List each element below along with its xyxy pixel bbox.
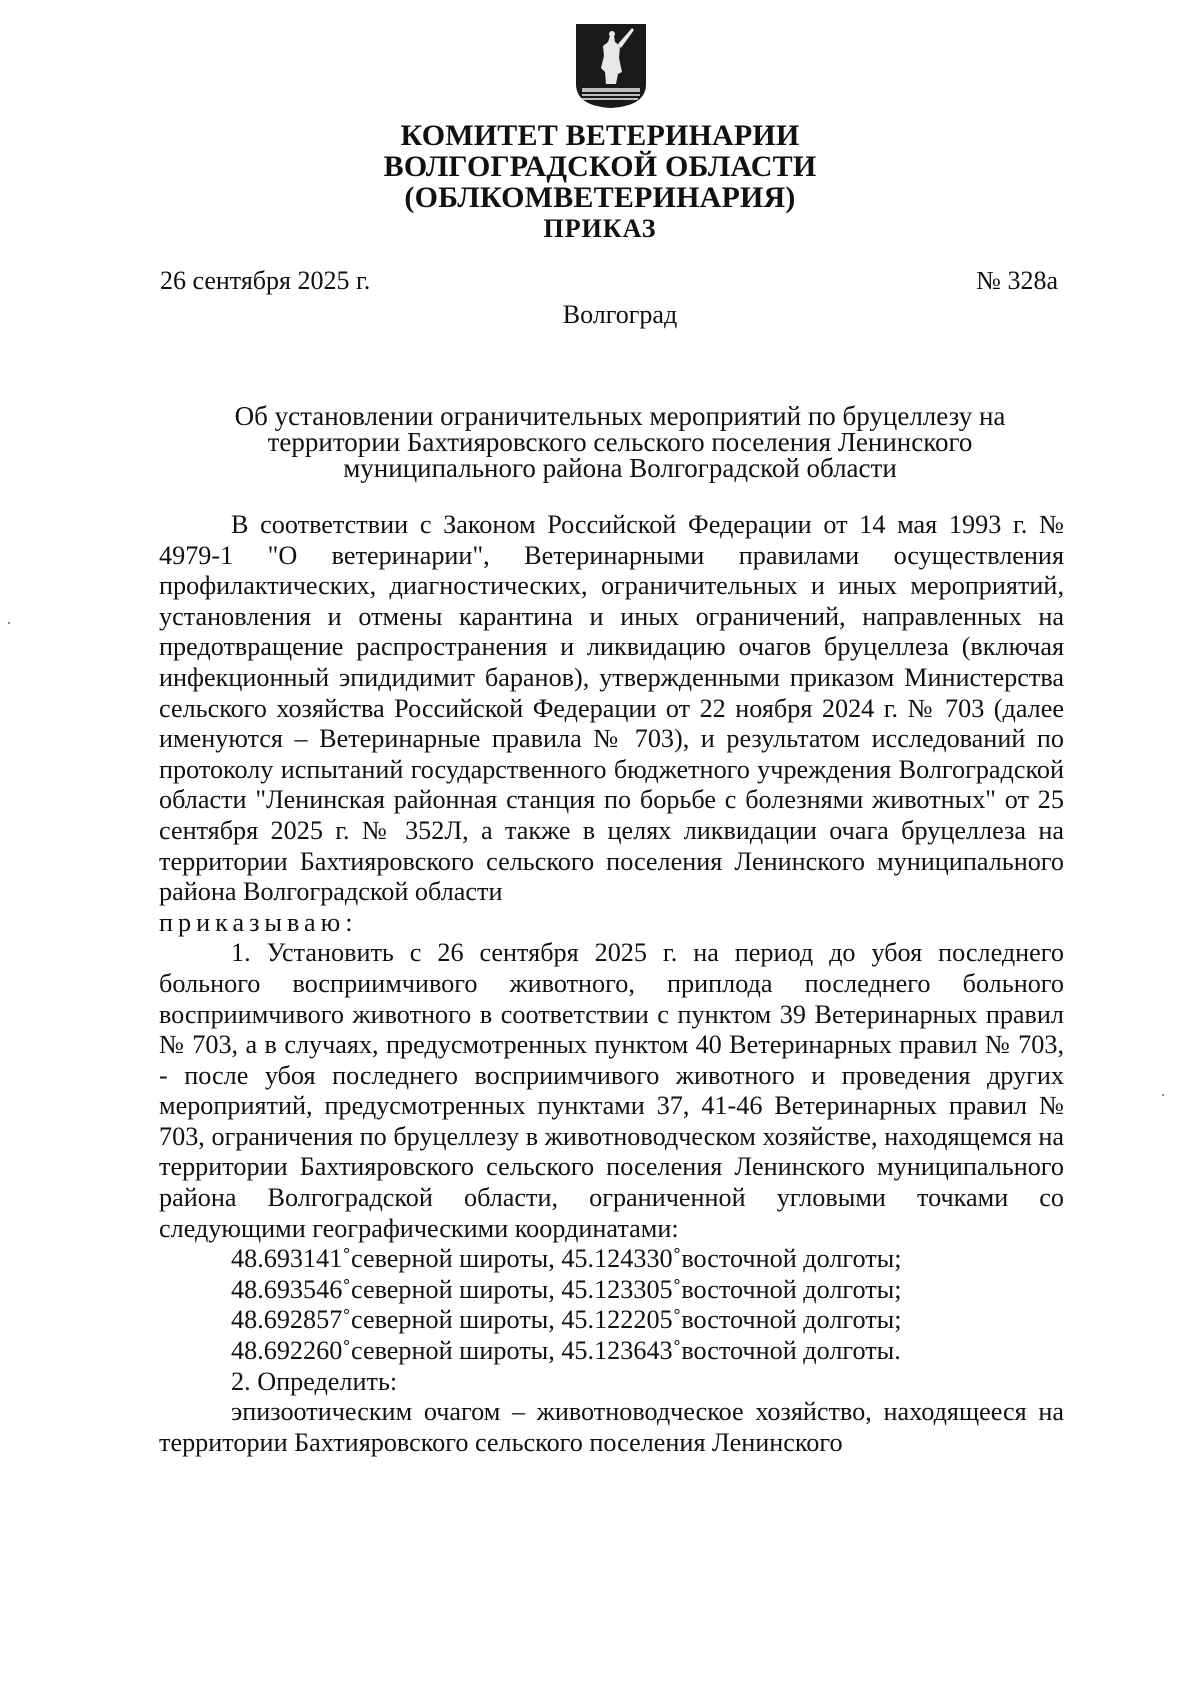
subject-line-3: муниципального района Волгоградской области: [343, 453, 897, 483]
volgograd-coat-of-arms-icon: [574, 22, 648, 110]
item-2-paragraph: эпизоотическим очагом – животноводческое хозяйство, находящееся на территории Бахтияровского сельского поселения Ленинского: [159, 1397, 1064, 1457]
coordinate-point-1: 48.693141˚северной широты, 45.124330˚восточной долготы;: [231, 1244, 902, 1274]
coordinate-point-2: 48.693546˚северной широты, 45.123305˚восточной долготы;: [231, 1274, 902, 1304]
org-name-line-3: (ОБЛКОМВЕТЕРИНАРИЯ): [404, 181, 796, 214]
item-1-paragraph: 1. Установить с 26 сентября 2025 г. на период до убоя последнего больного восприимчивого животного, приплода последнего больного восприимчивого животного в соответствии с пунктом 39 Ветеринарных правил № 703, а в случаях, предусмотренных пунктом 40 Ветеринарных правил № 703, - после убоя последнего восприимчивого животного и проведения других мероприятий, предусмотренных пунктами 37, 41-46 Ветеринарных правил № 703, ограничения по бруцеллезу в животноводческом хозяйстве, находящемся на территории Бахтияровского сельского поселения Ленинского муниципального района Волгоградской области, ограниченной угловыми точками со следующими географическими координатами:: [159, 938, 1064, 1243]
coordinate-point-3: 48.692857˚северной широты, 45.122205˚восточной долготы;: [231, 1305, 902, 1335]
document-type: ПРИКАЗ: [543, 214, 657, 243]
scan-mark: [1162, 1094, 1164, 1096]
preamble-paragraph: В соответствии с Законом Российской Федерации от 14 мая 1993 г. № 4979-1 "О ветеринарии", Ветеринарными правилами осуществления профилактических, диагностических, ограничительных и иных мероприятий, установления и отмены карантина и иных ограничений, направленных на предотвращение распространения и ликвидацию очагов бруцеллеза (включая инфекционный эпидидимит баранов), утвержденными приказом Министерства сельского хозяйства Российской Федерации от 22 ноября 2024 г. № 703 (далее именуются – Ветеринарные правила № 703), и результатом исследований по протоколу испытаний государственного бюджетного учреждения Волгоградской области "Ленинская районная станция по борьбе с болезнями животных" от 25 сентября 2025 г. № 352Л, а также в целях ликвидации очага бруцеллеза на территории Бахтияровского сельского поселения Ленинского муниципального района Волгоградской области: [159, 510, 1064, 907]
org-name-line-1: КОМИТЕТ ВЕТЕРИНАРИИ: [400, 119, 800, 152]
scan-mark: [8, 622, 10, 624]
order-subject: [0, 403, 1200, 481]
order-date: 26 сентября 2025 г.: [160, 266, 371, 295]
item-2-heading: 2. Определить:: [231, 1366, 398, 1396]
subject-line-1: Об установлении ограничительных мероприятий по бруцеллезу на: [234, 401, 1006, 431]
command-word: приказываю:: [159, 907, 358, 937]
subject-line-2: территории Бахтияровского сельского поселения Ленинского: [267, 427, 973, 457]
order-body: [159, 510, 1064, 1458]
org-name-line-2: ВОЛГОГРАДСКОЙ ОБЛАСТИ: [383, 150, 817, 183]
order-number: № 328а: [976, 266, 1058, 295]
coordinate-point-4: 48.692260˚северной широты, 45.123643˚восточной долготы.: [231, 1336, 901, 1366]
organization-name: [0, 120, 1200, 213]
order-city: Волгоград: [562, 300, 678, 329]
